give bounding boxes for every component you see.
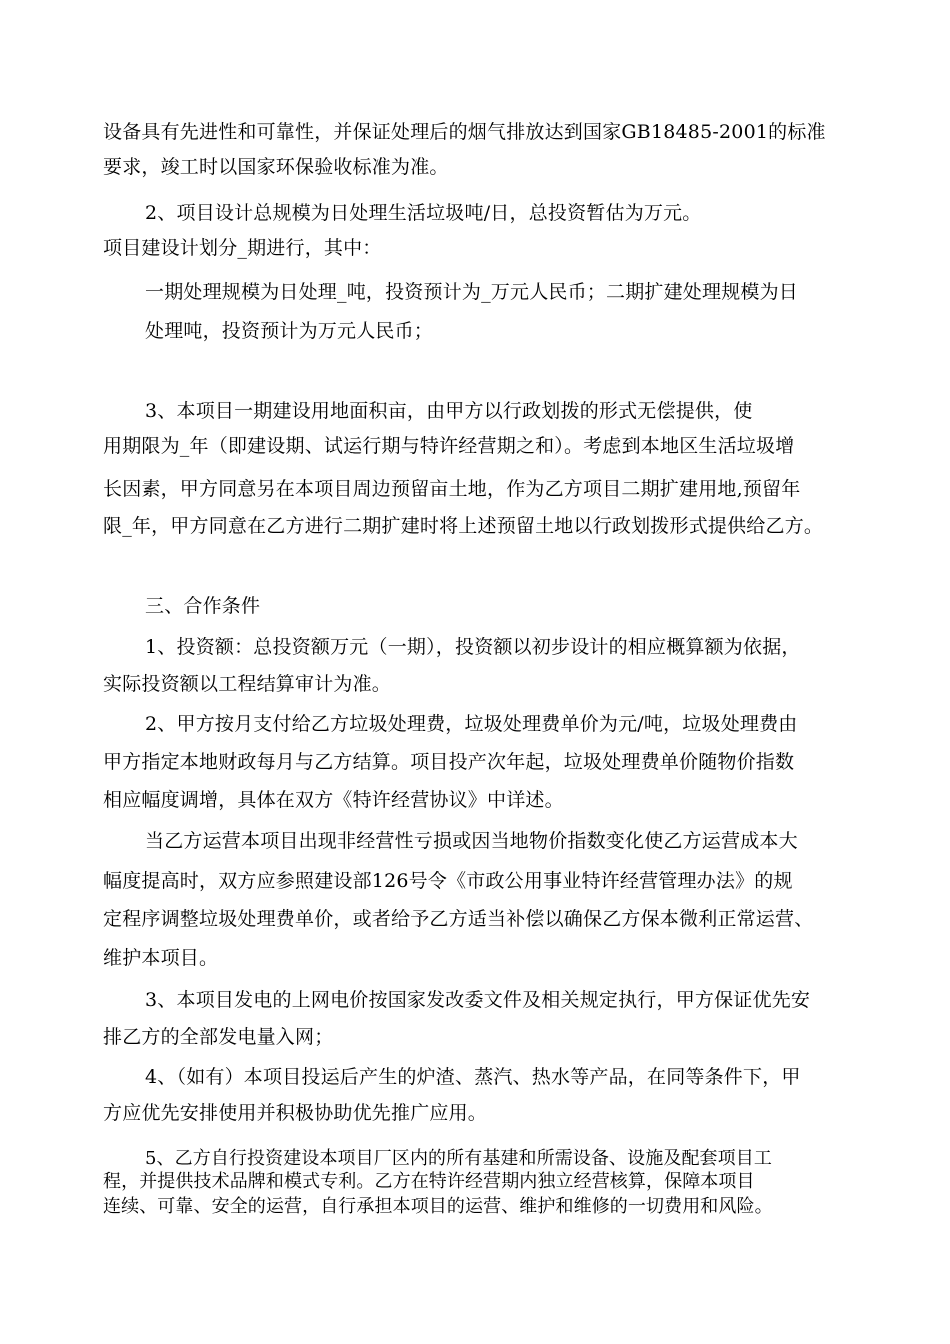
- text-line: 项目建设计划分_期进行，其中：: [103, 237, 382, 259]
- text-line: 连续、可靠、安全的运营，自行承担本项目的运营、维护和维修的一切费用和风险。: [103, 1196, 773, 1217]
- text-line: 4、（如有）本项目投运后产生的炉渣、蒸汽、热水等产品，在同等条件下，甲: [145, 1066, 801, 1088]
- text-line: 一期处理规模为日处理_吨，投资预计为_万元人民币；二期扩建处理规模为日: [145, 281, 799, 303]
- text-line: 处理吨，投资预计为万元人民币；: [145, 320, 434, 342]
- text-line: 2、甲方按月支付给乙方垃圾处理费，垃圾处理费单价为元/吨，垃圾处理费由: [145, 713, 798, 735]
- text-line: 方应优先安排使用并积极协助优先推广应用。: [103, 1102, 488, 1124]
- text-line: 长因素，甲方同意另在本项目周边预留亩土地，作为乙方项目二期扩建用地,预留年: [103, 478, 801, 500]
- text-line: 当乙方运营本项目出现非经营性亏损或因当地物价指数变化使乙方运营成本大: [145, 830, 798, 852]
- text-line: 排乙方的全部发电量入网；: [103, 1026, 334, 1048]
- text-line: 5、乙方自行投资建设本项目厂区内的所有基建和所需设备、设施及配套项目工: [145, 1148, 772, 1169]
- text-line: 限_年，甲方同意在乙方进行二期扩建时将上述预留土地以行政划拨形式提供给乙方。: [103, 515, 824, 537]
- text-line: 相应幅度调增，具体在双方《特许经营协议》中详述。: [103, 789, 564, 811]
- text-line: 甲方指定本地财政每月与乙方结算。项目投产次年起，垃圾处理费单价随物价指数: [103, 751, 795, 773]
- text-line: 用期限为_年（即建设期、试运行期与特许经营期之和）。考虑到本地区生活垃圾增: [103, 435, 795, 457]
- section-heading: 三、合作条件: [145, 595, 261, 617]
- text-line: 维护本项目。: [103, 947, 219, 969]
- text-line: 1、投资额：总投资额万元（一期），投资额以初步设计的相应概算额为依据，: [145, 636, 801, 658]
- text-line: 要求，竣工时以国家环保验收标准为准。: [103, 156, 449, 178]
- text-line: 实际投资额以工程结算审计为准。: [103, 673, 392, 695]
- text-line: 3、本项目发电的上网电价按国家发改委文件及相关规定执行，甲方保证优先安: [145, 989, 811, 1011]
- text-line: 3、本项目一期建设用地面积亩，由甲方以行政划拨的形式无偿提供，使: [145, 400, 753, 422]
- text-line: 幅度提高时，双方应参照建设部126号令《市政公用事业特许经营管理办法》的规: [103, 870, 793, 892]
- text-line: 定程序调整垃圾处理费单价，或者给予乙方适当补偿以确保乙方保本微利正常运营、: [103, 908, 814, 930]
- text-line: 2、项目设计总规模为日处理生活垃圾吨/日，总投资暂估为万元。: [145, 202, 702, 224]
- text-line: 程，并提供技术品牌和模式专利。乙方在特许经营期内独立经营核算，保障本项目: [103, 1171, 755, 1192]
- text-line: 设备具有先进性和可靠性，并保证处理后的烟气排放达到国家GB18485-2001的标准: [103, 121, 826, 143]
